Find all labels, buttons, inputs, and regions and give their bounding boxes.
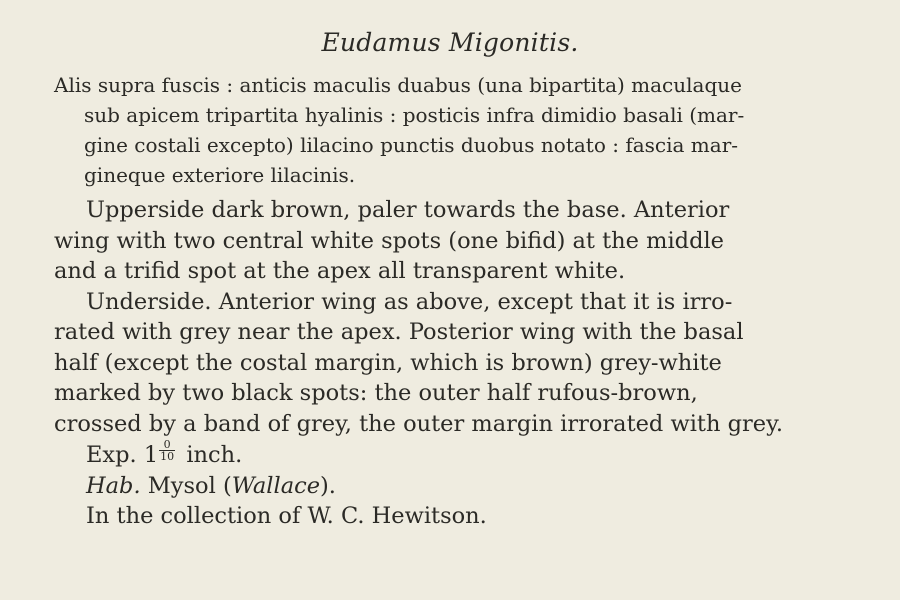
english-line: marked by two black spots: the outer half rufous-brown, (54, 380, 698, 406)
habitat-close: ). (320, 472, 336, 499)
english-line: and a trifid spot at the apex all transparent white. (54, 258, 626, 284)
english-line: wing with two central white spots (one bifid) at the middle (54, 227, 724, 254)
collection-line: In the collection of W. C. Hewitson. (86, 503, 487, 529)
latin-line: sub apicem tripartita hyalinis : posticis infra dimidio basali (mar- (84, 103, 745, 127)
habitat-collector: Wallace (231, 472, 321, 499)
english-line: crossed by a band of grey, the outer margin irrorated with grey. (54, 410, 783, 437)
expanse-line (54, 439, 854, 471)
habitat-label: Hab. (86, 472, 141, 499)
english-line: half (except the costal margin, which is brown) grey-white (54, 349, 722, 376)
expanse-fraction (159, 439, 175, 462)
fraction-denominator: 10 (160, 450, 175, 463)
fraction-numerator: 0 (159, 439, 175, 451)
expanse-label: Exp. (86, 442, 137, 468)
latin-description (54, 70, 854, 190)
expanse-unit: inch. (186, 442, 243, 468)
english-line: rated with grey near the apex. Posterior wing with the basal (54, 319, 744, 345)
species-title: Eudamus Migonitis. (321, 28, 579, 57)
latin-line: Alis supra fuscis : anticis maculis duabus (una bipartita) maculaque (54, 73, 742, 97)
latin-line: gineque exteriore lilacinis. (84, 163, 356, 187)
habitat-place: Mysol ( (147, 472, 232, 499)
english-line: Underside. Anterior wing as above, except that it is irro- (86, 288, 733, 315)
expanse-whole: 1 (143, 442, 159, 468)
latin-line: gine costali excepto) lilacino punctis duobus notato : fascia mar- (84, 133, 739, 157)
english-line: Upperside dark brown, paler towards the base. Anterior (86, 197, 730, 223)
english-description (54, 195, 854, 532)
habitat-line (54, 471, 854, 502)
